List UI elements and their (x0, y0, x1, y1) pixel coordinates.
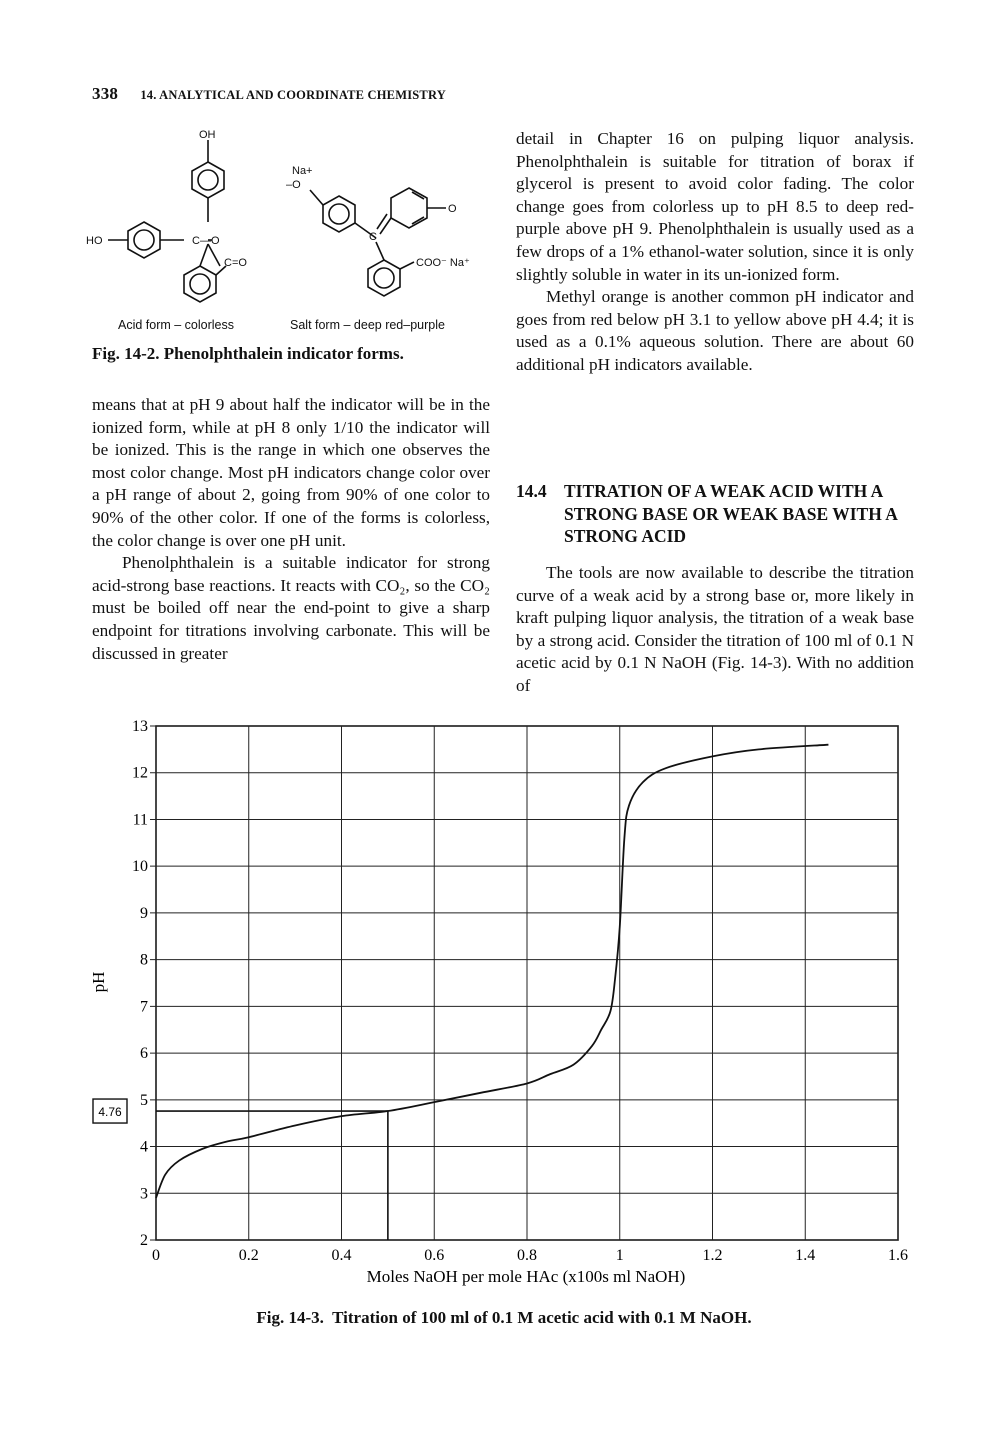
na-plus-label: Na+ (292, 165, 313, 177)
y-tick-label: 5 (140, 1091, 148, 1109)
x-tick-label: 0.4 (331, 1247, 352, 1264)
acid-form-caption: Acid form – colorless (118, 318, 235, 332)
y-tick-label: 7 (140, 998, 148, 1016)
page-header (92, 84, 446, 104)
section-title: TITRATION OF A WEAK ACID WITH A STRONG BASE OR WEAK BASE WITH A STRONG ACID (564, 481, 897, 546)
left-paragraph-2: Phenolphthalein is a suitable indicator for strong acid-strong base reactions. It reacts with CO₂, so the CO₂ must be boiled off near the end-point to give a sharp endpoint for titrations involving carbonate. This will be discussed in greater (92, 553, 490, 663)
y-tick-label: 2 (140, 1232, 148, 1249)
x-tick-label: 0.6 (424, 1247, 445, 1264)
figure-14-3-label: Fig. 14-3. (256, 1308, 324, 1327)
y-tick-label: 9 (140, 904, 148, 922)
x-tick-label: 1.6 (888, 1247, 908, 1264)
y-tick-label: 4 (140, 1138, 148, 1156)
y-tick-label: 3 (140, 1185, 148, 1203)
titration-curve-line (156, 745, 828, 1198)
salt-form-caption: Salt form – deep red–purple (290, 318, 445, 332)
x-tick-label: 0.2 (238, 1247, 259, 1264)
right-paragraph-3: The tools are now available to describe the titration curve of a weak acid by a strong base or, more likely in kraft pulping liquor analysis, the titration of a weak base by a strong acid. Consider the titration of 100 ml of 0.1 N acetic acid by 0.1 N NaOH (Fig. 14-3). With no addition of (516, 563, 914, 695)
titration-chart (0, 700, 1008, 1300)
o-label: O (448, 203, 457, 215)
section-number: 14.4 (516, 481, 547, 501)
right-column (516, 128, 914, 377)
o-minus-label: –O (286, 179, 301, 191)
oh-label: OH (199, 129, 216, 141)
y-tick-label: 13 (132, 718, 148, 735)
x-tick-label: 1 (615, 1247, 624, 1264)
chart-x-axis-label: Moles NaOH per mole HAc (x100s ml NaOH) (366, 1267, 686, 1286)
right-paragraph-1: detail in Chapter 16 on pulping liquor analysis. Phenolphthalein is suitable for titration of borax if glycerol is present to avoid color fading. The color change goes from colorless up to pH 8.5 to deep red-purple above pH 9. Phenolphthalein is usually used as a few drops of a 1% ethanol-water solution, since it is only slightly soluble in water in its un-ionized form. (516, 129, 914, 284)
x-tick-label: 0 (152, 1247, 160, 1264)
figure-14-2-caption: Fig. 14-2. Phenolphthalein indicator forms. (92, 344, 404, 363)
figure-14-3-caption (0, 1308, 1008, 1328)
y-tick-label: 12 (132, 764, 148, 782)
c-eq-o-label: C=O (224, 257, 247, 269)
right-paragraph-2: Methyl orange is another common pH indicator and goes from red below pH 3.1 to yellow above pH 4.4; it is used as a 0.1% aqueous solution. There are about 60 additional pH indicators available. (516, 287, 914, 374)
coo-na-label: COO⁻ Na⁺ (416, 257, 470, 269)
chart-grid (150, 726, 898, 1240)
ho-label: HO (86, 235, 103, 247)
y-tick-label: 8 (140, 951, 148, 969)
pka-annotation-label: 4.76 (98, 1105, 122, 1120)
figure-14-3-text: Titration of 100 ml of 0.1 M acetic acid with 0.1 M NaOH. (332, 1308, 752, 1327)
y-tick-label: 10 (132, 858, 148, 876)
c-label: C (369, 231, 377, 243)
left-column (92, 394, 490, 665)
left-paragraph-1: means that at pH 9 about half the indicator will be in the ionized form, while at pH 8 only 1/10 the indicator will be ionized. This is the range in which one observes the most color change. Most pH indicators change color over a pH range of about 2, going from 90% of one color to 90% of the other color. If one of the forms is colorless, the color change is over one pH unit. (92, 395, 490, 550)
y-tick-label: 6 (140, 1045, 148, 1063)
chart-y-axis-label: pH (89, 971, 108, 993)
x-tick-label: 1.2 (702, 1247, 723, 1264)
x-tick-label: 1.4 (795, 1247, 816, 1264)
c-o-label: C—O (192, 235, 220, 247)
pka-annotation (93, 1099, 127, 1123)
y-tick-label: 11 (132, 811, 148, 829)
page-number: 338 (92, 84, 119, 103)
section-heading (516, 480, 914, 548)
x-tick-label: 0.8 (517, 1247, 537, 1264)
running-title: 14. ANALYTICAL AND COORDINATE CHEMISTRY (140, 88, 446, 102)
right-column-lower (516, 562, 914, 698)
phenolphthalein-structures (84, 126, 504, 321)
